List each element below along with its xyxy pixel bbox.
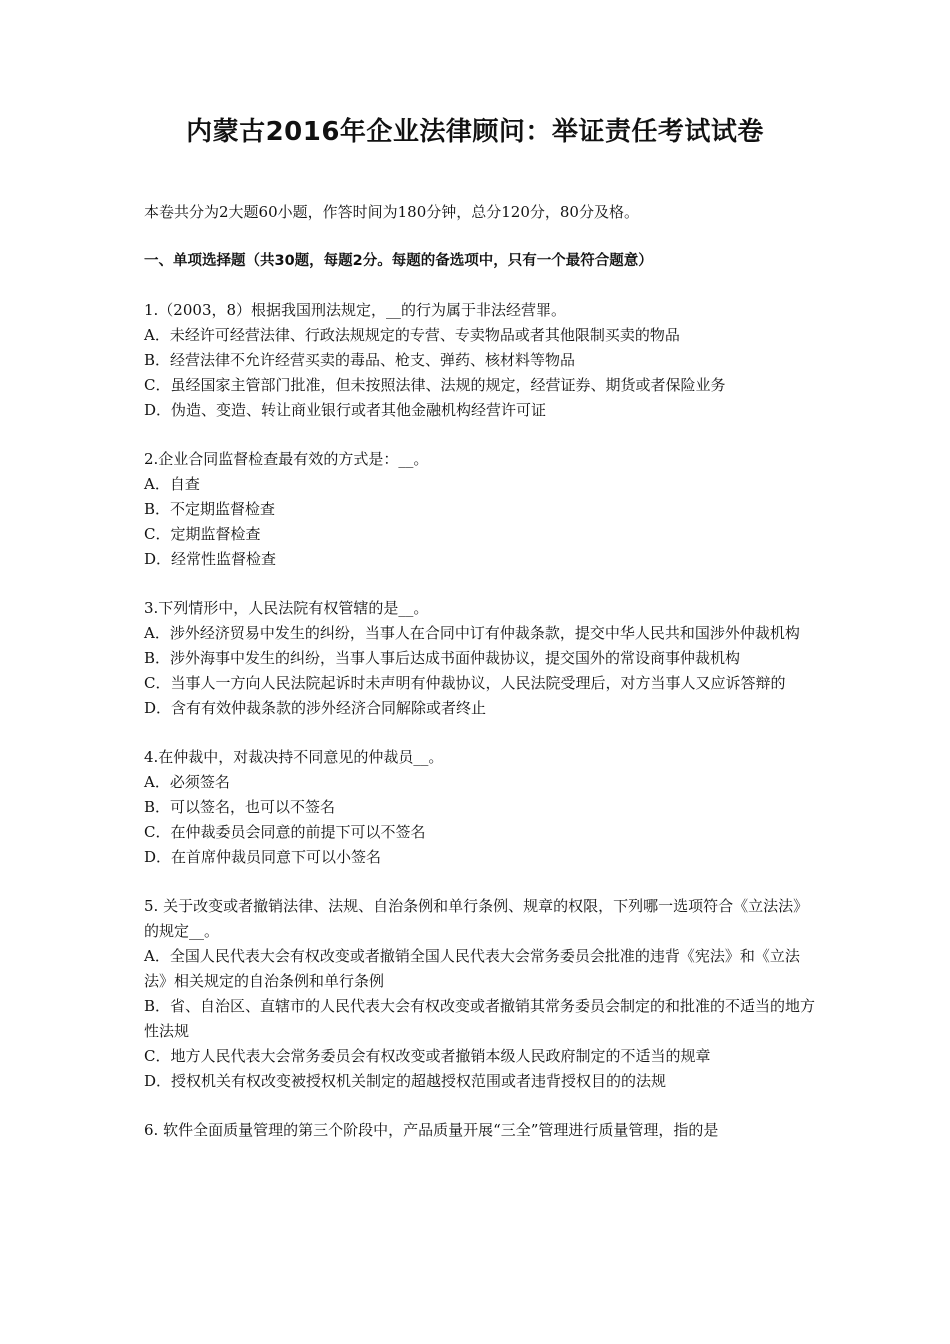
question-stem: 1.（2003，8）根据我国刑法规定，__的行为属于非法经营罪。 xyxy=(144,301,567,319)
option-b: B．不定期监督检查 xyxy=(144,500,276,518)
exam-intro: 本卷共分为2大题60小题，作答时间为180分钟，总分120分，80分及格。 xyxy=(144,203,639,221)
option-d: D．含有有效仲裁条款的涉外经济合同解除或者终止 xyxy=(144,699,487,717)
document-body xyxy=(144,200,816,1167)
question-4 xyxy=(144,745,816,870)
option-c: C．定期监督检查 xyxy=(144,525,261,543)
option-c: C．当事人一方向人民法院起诉时未声明有仲裁协议，人民法院受理后，对方当事人又应诉答辩的 xyxy=(144,674,786,692)
option-a: A．必须签名 xyxy=(144,773,230,791)
question-stem: 4.在仲裁中，对裁决持不同意见的仲裁员__。 xyxy=(144,748,444,766)
page-title: 内蒙古2016年企业法律顾问：举证责任考试试卷 xyxy=(186,117,764,147)
option-d: D．经常性监督检查 xyxy=(144,550,277,568)
question-stem: 6. 软件全面质量管理的第三个阶段中，产品质量开展“三全”管理进行质量管理，指的是 xyxy=(144,1121,719,1139)
option-a: A．未经许可经营法律、行政法规规定的专营、专卖物品或者其他限制买卖的物品 xyxy=(144,326,680,344)
option-d: D．授权机关有权改变被授权机关制定的超越授权范围或者违背授权目的的法规 xyxy=(144,1072,667,1090)
option-b: B．涉外海事中发生的纠纷，当事人事后达成书面仲裁协议，提交国外的常设商事仲裁机构 xyxy=(144,649,741,667)
option-b: B．可以签名，也可以不签名 xyxy=(144,798,336,816)
question-stem: 3.下列情形中，人民法院有权管辖的是__。 xyxy=(144,599,429,617)
option-c: C．虽经国家主管部门批准，但未按照法律、法规的规定，经营证券、期货或者保险业务 xyxy=(144,376,726,394)
option-a: A．自查 xyxy=(144,475,200,493)
option-c: C．地方人民代表大会常务委员会有权改变或者撤销本级人民政府制定的不适当的规章 xyxy=(144,1047,711,1065)
question-3 xyxy=(144,596,816,721)
question-6 xyxy=(144,1118,816,1143)
question-2 xyxy=(144,447,816,572)
section-heading: 一、单项选择题（共30题，每题2分。每题的备选项中，只有一个最符合题意） xyxy=(144,253,653,269)
option-a: A．全国人民代表大会有权改变或者撤销全国人民代表大会常务委员会批准的违背《宪法》和《立法法》相关规定的自治条例和单行条例 xyxy=(144,947,800,990)
question-stem: 5. 关于改变或者撤销法律、法规、自治条例和单行条例、规章的权限，下列哪一选项符合《立法法》的规定__。 xyxy=(144,897,809,940)
option-a: A．涉外经济贸易中发生的纠纷，当事人在合同中订有仲裁条款，提交中华人民共和国涉外仲裁机构 xyxy=(144,624,800,642)
question-1 xyxy=(144,298,816,423)
option-d: D．在首席仲裁员同意下可以小签名 xyxy=(144,848,382,866)
option-d: D．伪造、变造、转让商业银行或者其他金融机构经营许可证 xyxy=(144,401,547,419)
option-c: C．在仲裁委员会同意的前提下可以不签名 xyxy=(144,823,426,841)
option-b: B．省、自治区、直辖市的人民代表大会有权改变或者撤销其常务委员会制定的和批准的不适当的地方性法规 xyxy=(144,997,816,1040)
option-b: B．经营法律不允许经营买卖的毒品、枪支、弹药、核材料等物品 xyxy=(144,351,576,369)
question-stem: 2.企业合同监督检查最有效的方式是：__。 xyxy=(144,450,429,468)
question-5 xyxy=(144,894,816,1094)
